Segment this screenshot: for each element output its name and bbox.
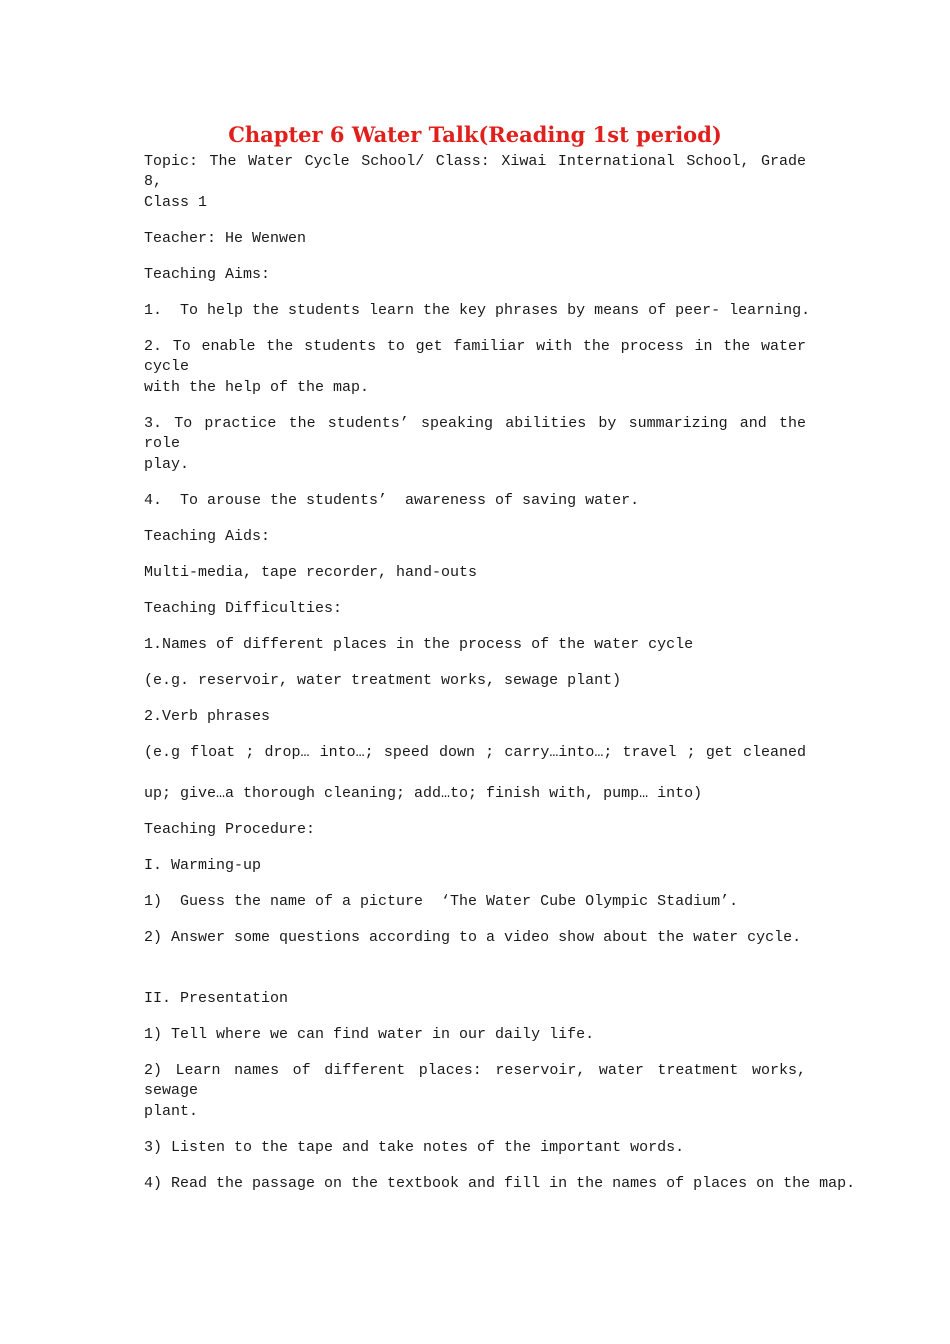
procedure-heading: Teaching Procedure: <box>144 821 316 838</box>
difficulty-item: 2.Verb phrases <box>144 708 271 725</box>
aim-item: 3. To practice the students’ speaking abilities by summarizing and the role <box>144 415 806 452</box>
aim-item: play. <box>144 456 190 473</box>
warmup-heading: I. Warming-up <box>144 857 262 874</box>
aim-item: 1. To help the students learn the key phrases by means of peer- learning. <box>144 302 811 319</box>
teacher-line: Teacher: He Wenwen <box>144 230 307 247</box>
presentation-item: plant. <box>144 1103 199 1120</box>
difficulty-item: up; give…a thorough cleaning; add…to; finish with, pump… into) <box>144 785 703 802</box>
difficulties-heading: Teaching Difficulties: <box>144 600 343 617</box>
topic-line-cont: Class 1 <box>144 194 208 211</box>
aim-item: with the help of the map. <box>144 379 370 396</box>
aims-heading: Teaching Aims: <box>144 266 271 283</box>
difficulty-item: (e.g float ; drop… into…; speed down ; carry…into…; travel ; get cleaned <box>144 744 806 761</box>
aids-line: Multi-media, tape recorder, hand-outs <box>144 564 478 581</box>
aim-item: 2. To enable the students to get familiar with the process in the water cycle <box>144 338 806 375</box>
presentation-item: 1) Tell where we can find water in our daily life. <box>144 1026 595 1043</box>
aim-item: 4. To arouse the students’ awareness of saving water. <box>144 492 640 509</box>
difficulty-item: 1.Names of different places in the process of the water cycle <box>144 636 694 653</box>
warmup-item: 1) Guess the name of a picture ‘The Water Cube Olympic Stadium’. <box>144 893 739 910</box>
topic-line: Topic: The Water Cycle School/ Class: Xiwai International School, Grade 8, <box>144 153 806 190</box>
presentation-item: 4) Read the passage on the textbook and fill in the names of places on the map. <box>144 1175 856 1192</box>
presentation-heading: II. Presentation <box>144 990 289 1007</box>
aids-heading: Teaching Aids: <box>144 528 271 545</box>
presentation-item: 2) Learn names of different places: reservoir, water treatment works, sewage <box>144 1062 806 1099</box>
warmup-item: 2) Answer some questions according to a video show about the water cycle. <box>144 929 802 946</box>
presentation-item: 3) Listen to the tape and take notes of the important words. <box>144 1139 685 1156</box>
document-title: Chapter 6 Water Talk(Reading 1st period) <box>228 122 722 147</box>
difficulty-item: (e.g. reservoir, water treatment works, sewage plant) <box>144 672 622 689</box>
